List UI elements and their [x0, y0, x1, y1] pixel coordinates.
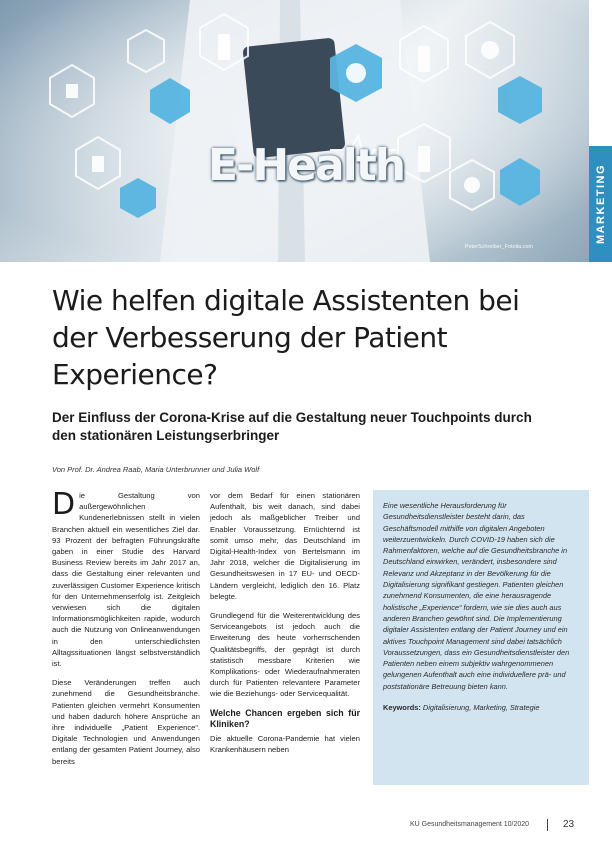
footer-divider: [547, 819, 548, 831]
section-tab-label: MARKETING: [594, 163, 607, 245]
hero-image: [0, 0, 589, 262]
article-authors: Von Prof. Dr. Andrea Raab, Maria Unterbrunner und Julia Wolf: [52, 465, 260, 474]
paragraph-intro-text: ie Gestaltung von außergewöhnlichen Kundenerlebnissen stellt in vielen Branchen aktuell ein wesentliches Ziel dar. 93 Prozent der befragten Führungskräfte gaben in einer Studie des Harvard Business Review bereits im Jahr 2017 an, dass die Gestaltung einer relevanten und zuverlässigen Customer Experience kritisch für den Unternehmenserfolg ist. Zeitgleich verwiesen sich die digitalen Informationsmöglichkeiten rapide, wodurch auch die Nutzung von Onlineanwendungen in den unterschiedlichsten Alltagssituationen längst selbstverständlich ist.: [52, 491, 200, 669]
keywords-label: Keywords:: [383, 703, 421, 713]
article-title: Wie helfen digitale Assistenten bei der Verbesserung der Patient Experience?: [52, 284, 520, 391]
article-subtitle: Der Einfluss der Corona-Krise auf die Gestaltung neuer Touchpoints durch den stationären Leistungserbringer: [52, 410, 532, 443]
hero-e-health-text: E-Health: [208, 140, 405, 191]
drop-cap: D: [52, 487, 76, 522]
keywords: [383, 702, 579, 713]
paragraph-2: Diese Veränderungen treffen auch zunehmend die Gesundheitsbranche. Patienten gleichen vermehrt Konsumenten und haben dadurch höhere Ansprüche an ihre individuelle „Patient Experience“. Digitale Technologien und Anwendungen entlang der gesamten Patient Journey, also bereits: [52, 678, 200, 766]
paragraph-4: Grundlegend für die Weiterentwicklung des Serviceangebots ist jedoch auch die Erweiterung des heute vorherrschenden Qualitätsbegriffs, der geprägt ist durch statistisch messbare Kriterien wie Komplikations- oder Wiederaufnahmeraten durch für Patienten relevantere Parameter wie die Beziehungs- oder Servicequalität.: [210, 611, 360, 699]
paragraph-intro: [52, 487, 200, 669]
body-column-1: [52, 487, 200, 775]
page-number: 23: [563, 819, 575, 830]
body-column-2: [210, 490, 360, 763]
abstract-box: [373, 490, 589, 785]
abstract-text: Eine wesentliche Herausforderung für Gesundheitsdienstleister besteht darin, das Geschäftsmodell mithilfe von digitalen Angeboten weiterzuentwickeln. Durch COVID-19 haben sich die Rahmenfaktoren, welche auf die Gesundheitsbranche in Deutschland einwirken, verändert, insbesondere sind Relevanz und Akzeptanz in der Bevölkerung für die Digitalisierung signifikant gestiegen. Patienten gleichen zunehmend Konsumenten, die eine herausragende holistische „Experience“ fordern, wie sie dies auch aus anderen Branchen gewöhnt sind. Die Implementierung digitaler Assistenten entlang der Patient Journey und ein aktives Touchpoint Management sind dabei tatsächlich Voraussetzungen, dass ein Gesundheitsdienstleister den Patienten neben einem subjektiv wahrgenommenen gelungenen Aufenthalt auch eine individuellere prä- und poststationäre Betreuung bieten kann.: [383, 501, 570, 691]
keywords-list: Digitalisierung, Marketing, Strategie: [420, 703, 540, 713]
paragraph-3: vor dem Bedarf für einen stationären Aufenthalt, bis weit danach, sind dabei jedoch als maßgeblicher Treiber und Enabler Voraussetzung. Ernüchternd ist somit umso mehr, das Deutschland im Digital-Health-Index von Bertelsmann im Jahr 2018, welcher die Digitalisierung im Gesundheitswesen in 17 EU- und OECD-Ländern vergleicht, lediglich den 16. Platz belegte.: [210, 491, 360, 601]
section-tab-marketing: [589, 146, 612, 262]
footer-journal: KU Gesundheitsmanagement 10/2020: [410, 821, 530, 828]
photo-credit: PeterSchreiber_Fotolia.com: [464, 244, 533, 250]
hero-illustration: [0, 0, 589, 262]
paragraph-5: Die aktuelle Corona-Pandemie hat vielen Krankenhäusern neben: [210, 733, 360, 754]
section-subheading: Welche Chancen ergeben sich für Kliniken?: [210, 707, 360, 729]
